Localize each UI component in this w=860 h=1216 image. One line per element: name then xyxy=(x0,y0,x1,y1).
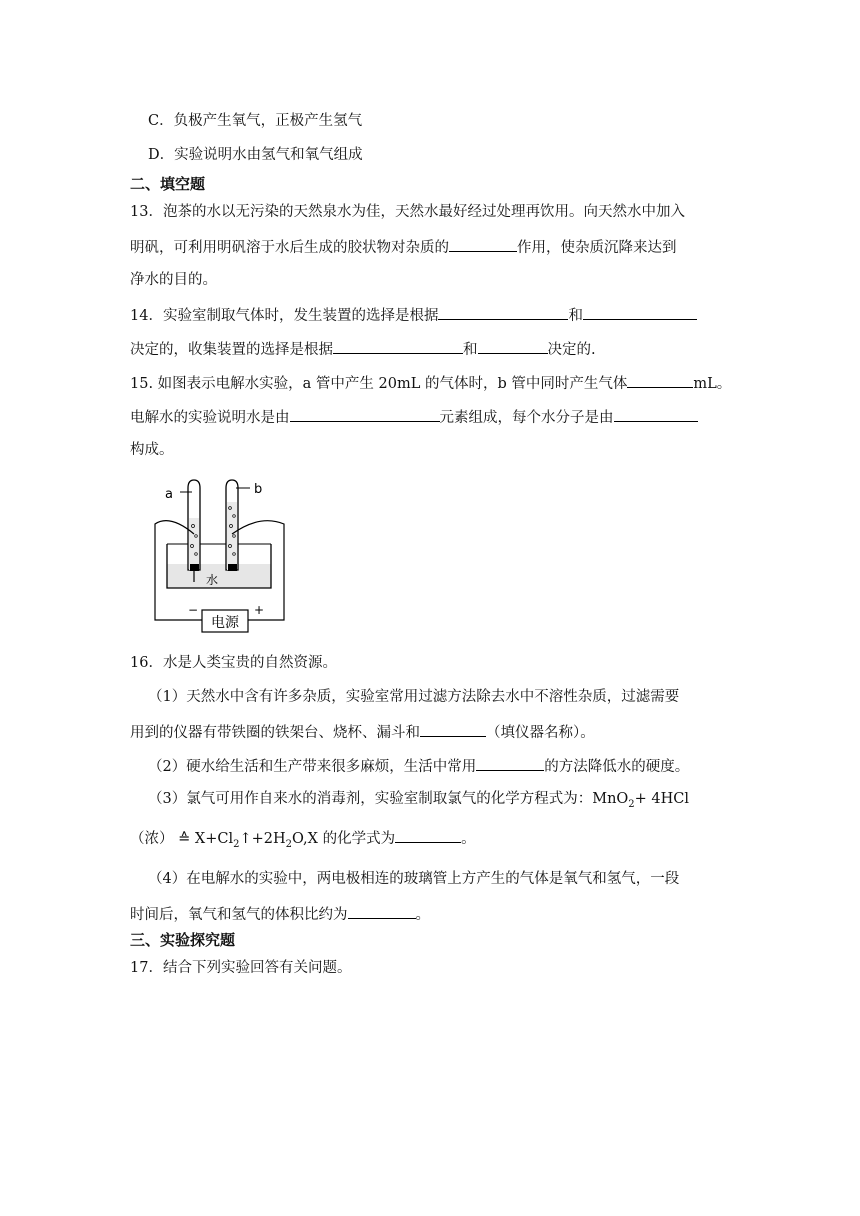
water-fill xyxy=(167,564,271,588)
q15-line1 xyxy=(130,371,731,395)
electrode-a xyxy=(190,564,199,571)
q15-line2 xyxy=(130,405,698,429)
q14-blank-2[interactable] xyxy=(583,303,697,320)
q16-part1-line2 xyxy=(130,720,595,744)
minus-label: − xyxy=(188,603,199,617)
q15-text-b: mL。 xyxy=(693,376,732,392)
q16-blank-3[interactable] xyxy=(395,826,461,843)
q17-line1: 17．结合下列实验回答有关问题。 xyxy=(130,960,352,976)
water-label: 水 xyxy=(205,573,219,587)
q14-text-e: 决定的. xyxy=(547,342,596,358)
power-label: 电源 xyxy=(211,615,239,631)
q14-text-c: 决定的，收集装置的选择是根据 xyxy=(130,342,333,358)
q16-p2-tail: 的方法降低水的硬度。 xyxy=(544,759,690,775)
q16-blank-4[interactable] xyxy=(348,902,416,919)
q14-text-a: 14．实验室制取气体时，发生装置的选择是根据 xyxy=(130,308,439,324)
q16-p3-eq-c: O,X 的化学式为 xyxy=(292,831,396,847)
electrolysis-svg xyxy=(150,474,290,636)
electrode-b xyxy=(228,564,237,571)
q16-part4-line1: （4）在电解水的实验中，两电极相连的玻璃管上方产生的气体是氧气和氢气，一段 xyxy=(148,871,680,887)
q16-p3-text: （3）氯气可用作自来水的消毒剂，实验室制取氯气的化学方程式为：MnO xyxy=(148,791,629,807)
q13-line1: 13．泡茶的水以无污染的天然泉水为佳，天然水最好经过处理再饮用。向天然水中加入 xyxy=(130,204,685,220)
q16-p4-end: 。 xyxy=(415,907,430,923)
q16-p4-text: 时间后，氧气和氢气的体积比约为 xyxy=(130,907,348,923)
label-a: a xyxy=(165,487,173,502)
section-heading-fill-blank: 二、填空题 xyxy=(130,175,206,193)
q16-p3-end: 。 xyxy=(461,831,476,847)
q13-text-b: 作用，使杂质沉降来达到 xyxy=(517,240,677,256)
q16-intro: 16．水是人类宝贵的自然资源。 xyxy=(130,655,337,671)
q15-blank-2[interactable] xyxy=(290,405,440,422)
q16-p3-heat: ≙ xyxy=(178,831,191,847)
q15-text-c: 电解水的实验说明水是由 xyxy=(130,410,290,426)
q16-p1-tail: （填仪器名称）。 xyxy=(486,725,595,741)
q15-line3: 构成。 xyxy=(130,442,174,458)
q16-p3-text-b: + 4HCl xyxy=(634,791,690,807)
q16-p3-eq-a: X+Cl xyxy=(190,831,234,847)
q16-p3-sub3: 2 xyxy=(285,838,293,850)
q14-blank-3[interactable] xyxy=(333,337,463,354)
q16-part3-line1 xyxy=(148,788,689,816)
q13-line2 xyxy=(130,235,677,259)
q15-blank-1[interactable] xyxy=(627,371,693,388)
q16-part3-line2 xyxy=(130,826,476,856)
tube-a-water xyxy=(189,518,199,570)
q16-part1-line1: （1）天然水中含有许多杂质，实验室常用过滤方法除去水中不溶性杂质，过滤需要 xyxy=(148,689,680,705)
q14-blank-1[interactable] xyxy=(438,303,568,320)
q15-blank-3[interactable] xyxy=(614,405,698,422)
q16-p3-nong: （浓） xyxy=(130,831,179,847)
q16-p1-text: 用到的仪器有带铁圈的铁架台、烧杯、漏斗和 xyxy=(130,725,420,741)
q14-text-d: 和 xyxy=(463,342,478,358)
q14-line1 xyxy=(130,303,697,327)
q14-text-b: 和 xyxy=(568,308,583,324)
q16-part4-line2 xyxy=(130,902,430,926)
q16-blank-1[interactable] xyxy=(420,720,486,737)
q16-p3-sub: 2 xyxy=(628,798,635,810)
q14-blank-4[interactable] xyxy=(478,337,548,354)
electrolysis-diagram xyxy=(150,474,290,636)
q15-text-d: 元素组成，每个水分子是由 xyxy=(439,410,614,426)
q16-blank-2[interactable] xyxy=(476,754,544,771)
section-heading-experiment: 三、实验探究题 xyxy=(130,931,236,949)
q14-line2 xyxy=(130,337,596,361)
option-d: D．实验说明水由氢气和氧气组成 xyxy=(148,147,363,163)
q13-blank[interactable] xyxy=(449,235,517,252)
q16-p3-sub2: 2 xyxy=(233,838,240,850)
q16-part2 xyxy=(148,754,689,778)
q13-text-a: 明矾，可利用明矾溶于水后生成的胶状物对杂质的 xyxy=(130,240,449,256)
q16-p2-text: （2）硬水给生活和生产带来很多麻烦，生活中常用 xyxy=(148,759,477,775)
q13-line3: 净水的目的。 xyxy=(130,272,217,288)
q15-text-a: 15. 如图表示电解水实验，a 管中产生 20mL 的气体时，b 管中同时产生气体 xyxy=(130,376,628,392)
q16-p3-eq-b: ↑+2H xyxy=(239,831,286,847)
plus-label: + xyxy=(254,603,265,617)
option-c: C．负极产生氧气，正极产生氢气 xyxy=(148,113,363,129)
label-b: b xyxy=(254,482,263,497)
